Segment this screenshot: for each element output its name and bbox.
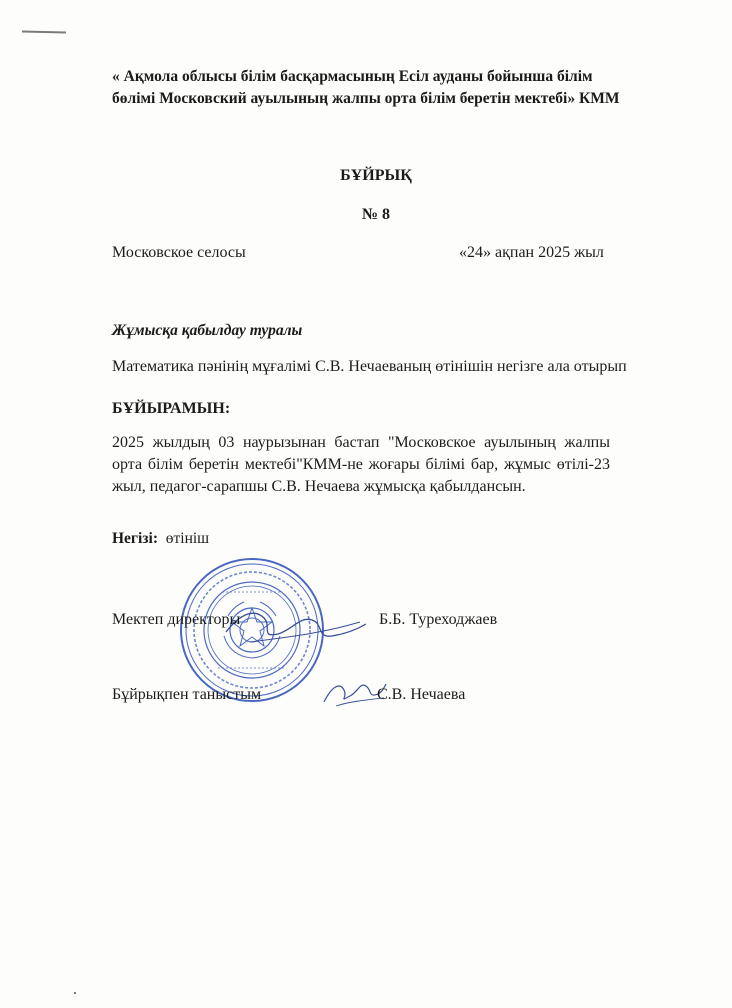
director-signature [220,594,370,654]
director-name: Б.Б. Туреходжаев [379,611,498,628]
foundation-value: өтініш [165,530,210,547]
acknowledgement-title: Бұйрықпен таныстым [112,686,262,703]
acknowledgement-name: С.В. Нечаева [377,686,466,703]
org-line-1: « Ақмола облысы білім басқармасының Есіл ауданы бойынша білім [112,68,593,85]
director-title: Мектеп директоры [112,611,241,628]
document-date: «24» ақпан 2025 жыл [459,244,604,261]
foundation-label: Негізі: [112,530,158,547]
scan-mark [22,31,66,34]
document-number: № 8 [361,206,391,223]
organization-header [112,66,682,110]
document-basis: Математика пәнінің мұғалімі С.В. Нечаеваның өтінішін негізге ала отырып [112,358,627,375]
org-line-2: бөлімі Московский ауылының жалпы орта білім беретін мектебі» КММ [112,90,620,107]
scan-speck [74,992,76,994]
document-place: Московское селосы [112,244,246,261]
order-heading: БҰЙЫРАМЫН: [112,400,231,417]
foundation-line [112,530,209,548]
document-type: БҰЙРЫҚ [340,167,412,184]
document-subject: Жұмысқа қабылдау туралы [112,322,303,339]
order-text: 2025 жылдың 03 наурызынан бастап "Московское ауылының жалпы орта білім беретін мектебі"КММ-не жоғары білімі бар, жұмыс өтілі-23 жыл, педагог-сарапшы С.В. Нечаева жұмысқа қабылдансын. [112,434,610,495]
